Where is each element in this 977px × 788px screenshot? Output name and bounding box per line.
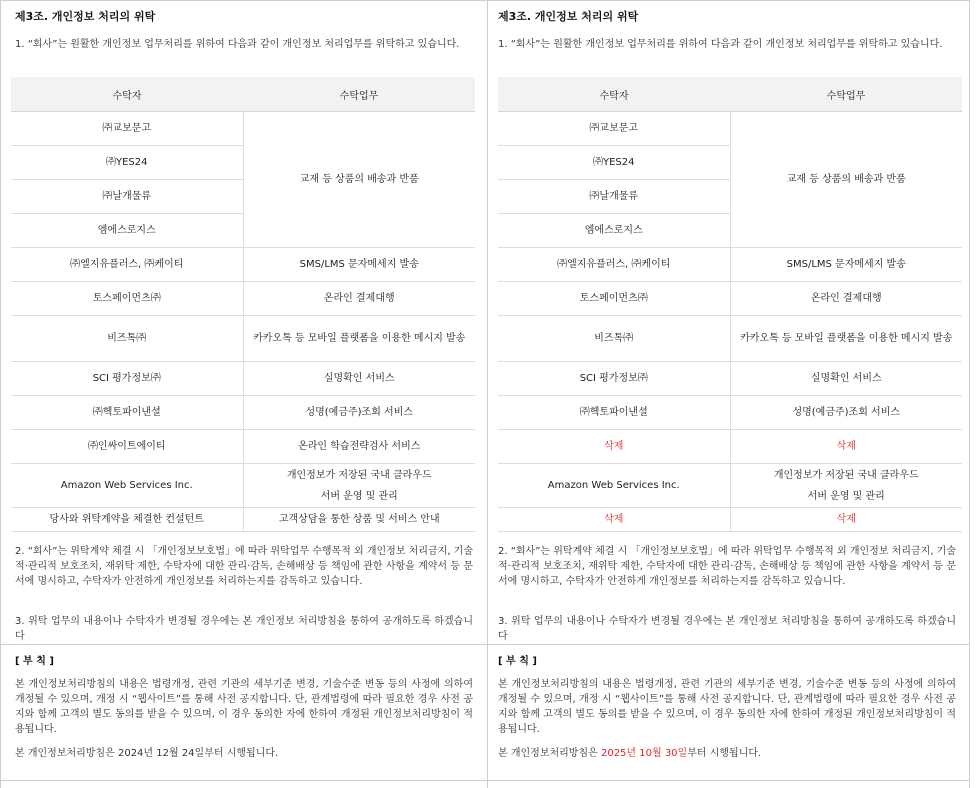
trustee-cell: ㈜교보문고 (498, 112, 730, 146)
task-cell: 실명확인 서비스 (730, 362, 962, 396)
task-cell: 성명(예금주)조회 서비스 (243, 396, 475, 430)
intro-paragraph: 1. “회사”는 원활한 개인정보 업무처리를 위하여 다음과 같이 개인정보 처리업무를 위탁하고 있습니다. (498, 39, 943, 50)
frame-bottom-border (0, 780, 970, 781)
table-row (11, 282, 475, 316)
effective-prefix: 본 개인정보처리방침은 (498, 748, 601, 759)
trustee-cell: 토스페이먼츠㈜ (11, 282, 243, 316)
effective-date-line (15, 746, 473, 761)
trustee-cell: 엠에스로지스 (498, 214, 730, 248)
effective-suffix: 부터 시행됩니다. (687, 748, 762, 759)
table-row (11, 396, 475, 430)
header-trustee: 수탁자 (11, 77, 243, 112)
article-title: 제3조. 개인정보 처리의 위탁 (498, 10, 639, 23)
table-row (11, 508, 475, 532)
trustee-cell: ㈜헥토파이낸셜 (498, 396, 730, 430)
appendix-title: [ 부 칙 ] (15, 656, 54, 667)
effective-date-line (498, 746, 956, 761)
trustee-cell: SCI 평가정보㈜ (498, 362, 730, 396)
effective-date: 2024년 12월 24일 (117, 748, 205, 759)
task-cell: 온라인 결제대행 (243, 282, 475, 316)
table-row (498, 396, 962, 430)
task-cell-merged: 교재 등 상품의 배송과 반품 (243, 112, 475, 248)
trustee-cell: 당사와 위탁계약을 체결한 컨설턴트 (11, 508, 243, 532)
table-row (11, 112, 475, 146)
trustee-cell: SCI 평가정보㈜ (11, 362, 243, 396)
task-cell: 카카오톡 등 모바일 플랫폼을 이용한 메시지 발송 (243, 316, 475, 362)
paragraph-2: 2. “회사”는 위탁계약 체결 시 「개인정보보호법」에 따라 위탁업무 수행목적 외 개인정보 처리금지, 기술적·관리적 보호조치, 재위탁 제한, 수탁자에 대한 관리·감독, 손해배상 등 책임에 관한 사항을 계약서 등 문서에 명시하고, 수탁자가 안전하게 개인정보를 처리하는지를 감독하고 있습니다. (15, 546, 473, 587)
header-trustee: 수탁자 (498, 77, 730, 112)
task-line: 개인정보가 저장된 국내 클라우드 (286, 469, 432, 481)
frame-left-border (0, 0, 1, 788)
table-row (11, 464, 475, 508)
table-row (11, 362, 475, 396)
table-row (11, 430, 475, 464)
trustee-cell: 엠에스로지스 (11, 214, 243, 248)
effective-prefix: 본 개인정보처리방침은 (15, 748, 118, 759)
trustee-cell-deleted: 삭제 (498, 508, 730, 532)
task-cell (730, 464, 962, 508)
trustee-cell: ㈜엘지유플러스, ㈜케이티 (498, 248, 730, 282)
frame-right-border (969, 0, 970, 788)
table-row (498, 362, 962, 396)
column-divider (487, 0, 488, 788)
paragraph-2: 2. “회사”는 위탁계약 체결 시 「개인정보보호법」에 따라 위탁업무 수행목적 외 개인정보 처리금지, 기술적·관리적 보호조치, 재위탁 제한, 수탁자에 대한 관리·감독, 손해배상 등 책임에 관한 사항을 계약서 등 문서에 명시하고, 수탁자가 안전하게 개인정보를 처리하는지를 감독하고 있습니다. (498, 546, 956, 587)
trustee-cell: Amazon Web Services Inc. (11, 464, 243, 508)
table-header-row (11, 77, 475, 112)
appendix-divider (0, 644, 970, 645)
task-cell (243, 464, 475, 508)
intro-paragraph: 1. “회사”는 원활한 개인정보 업무처리를 위하여 다음과 같이 개인정보 처리업무를 위탁하고 있습니다. (15, 39, 460, 50)
table-row (498, 464, 962, 508)
consignment-table (11, 77, 475, 532)
task-cell: 고객상담을 통한 상품 및 서비스 안내 (243, 508, 475, 532)
trustee-cell: ㈜헥토파이낸셜 (11, 396, 243, 430)
trustee-cell: ㈜날개물류 (498, 180, 730, 214)
header-task: 수탁업무 (730, 77, 962, 112)
task-cell-merged: 교재 등 상품의 배송과 반품 (730, 112, 962, 248)
task-cell: 카카오톡 등 모바일 플랫폼을 이용한 메시지 발송 (730, 316, 962, 362)
effective-suffix: 부터 시행됩니다. (204, 748, 279, 759)
task-line: 서버 운영 및 관리 (807, 490, 885, 502)
appendix-text: 본 개인정보처리방침의 내용은 법령개정, 관련 기관의 세부기준 변경, 기술수준 변동 등의 사정에 의하여 개정될 수 있으며, 개정 시 “웹사이트”를 통해 사전 공지합니다. 단, 관계법령에 따라 필요한 경우 사전 공지와 함께 고객의 별도 동의를 받을 수 있으며, 이 경우 동의한 자에 한하여 개정된 개인정보처리방침이 적용됩니다. (498, 679, 956, 735)
appendix-text: 본 개인정보처리방침의 내용은 법령개정, 관련 기관의 세부기준 변경, 기술수준 변동 등의 사정에 의하여 개정될 수 있으며, 개정 시 “웹사이트”를 통해 사전 공지합니다. 단, 관계법령에 따라 필요한 경우 사전 공지와 함께 고객의 별도 동의를 받을 수 있으며, 이 경우 동의한 자에 한하여 개정된 개인정보처리방침이 적용됩니다. (15, 679, 473, 735)
task-cell: SMS/LMS 문자메세지 발송 (730, 248, 962, 282)
table-row (498, 248, 962, 282)
paragraph-3: 3. 위탁 업무의 내용이나 수탁자가 변경될 경우에는 본 개인정보 처리방침을 통하여 공개하도록 하겠습니다 (498, 616, 956, 642)
trustee-cell-deleted: 삭제 (498, 430, 730, 464)
task-cell: 온라인 결제대행 (730, 282, 962, 316)
trustee-cell: 비즈톡㈜ (11, 316, 243, 362)
table-row (498, 282, 962, 316)
trustee-cell: ㈜YES24 (11, 146, 243, 180)
task-cell: 실명확인 서비스 (243, 362, 475, 396)
table-row-deleted (498, 430, 962, 464)
table-row (11, 248, 475, 282)
task-line: 개인정보가 저장된 국내 클라우드 (773, 469, 919, 481)
appendix-title: [ 부 칙 ] (498, 656, 537, 667)
task-cell: SMS/LMS 문자메세지 발송 (243, 248, 475, 282)
table-header-row (498, 77, 962, 112)
task-cell: 온라인 학습전략검사 서비스 (243, 430, 475, 464)
task-line: 서버 운영 및 관리 (320, 490, 398, 502)
trustee-cell: ㈜날개물류 (11, 180, 243, 214)
trustee-cell: ㈜YES24 (498, 146, 730, 180)
consignment-table (498, 77, 962, 532)
header-task: 수탁업무 (243, 77, 475, 112)
article-title: 제3조. 개인정보 처리의 위탁 (15, 10, 156, 23)
table-row (498, 112, 962, 146)
paragraph-3: 3. 위탁 업무의 내용이나 수탁자가 변경될 경우에는 본 개인정보 처리방침을 통하여 공개하도록 하겠습니다 (15, 616, 473, 642)
effective-date-highlighted: 2025년 10월 30일 (600, 748, 688, 759)
trustee-cell: ㈜엘지유플러스, ㈜케이티 (11, 248, 243, 282)
table-row (498, 316, 962, 362)
trustee-cell: ㈜인싸이트에이티 (11, 430, 243, 464)
trustee-cell: 토스페이먼츠㈜ (498, 282, 730, 316)
frame-top-border (0, 0, 970, 1)
table-row (11, 316, 475, 362)
task-cell-deleted: 삭제 (730, 430, 962, 464)
trustee-cell: Amazon Web Services Inc. (498, 464, 730, 508)
task-cell-deleted: 삭제 (730, 508, 962, 532)
task-cell: 성명(예금주)조회 서비스 (730, 396, 962, 430)
trustee-cell: ㈜교보문고 (11, 112, 243, 146)
trustee-cell: 비즈톡㈜ (498, 316, 730, 362)
table-row-deleted (498, 508, 962, 532)
